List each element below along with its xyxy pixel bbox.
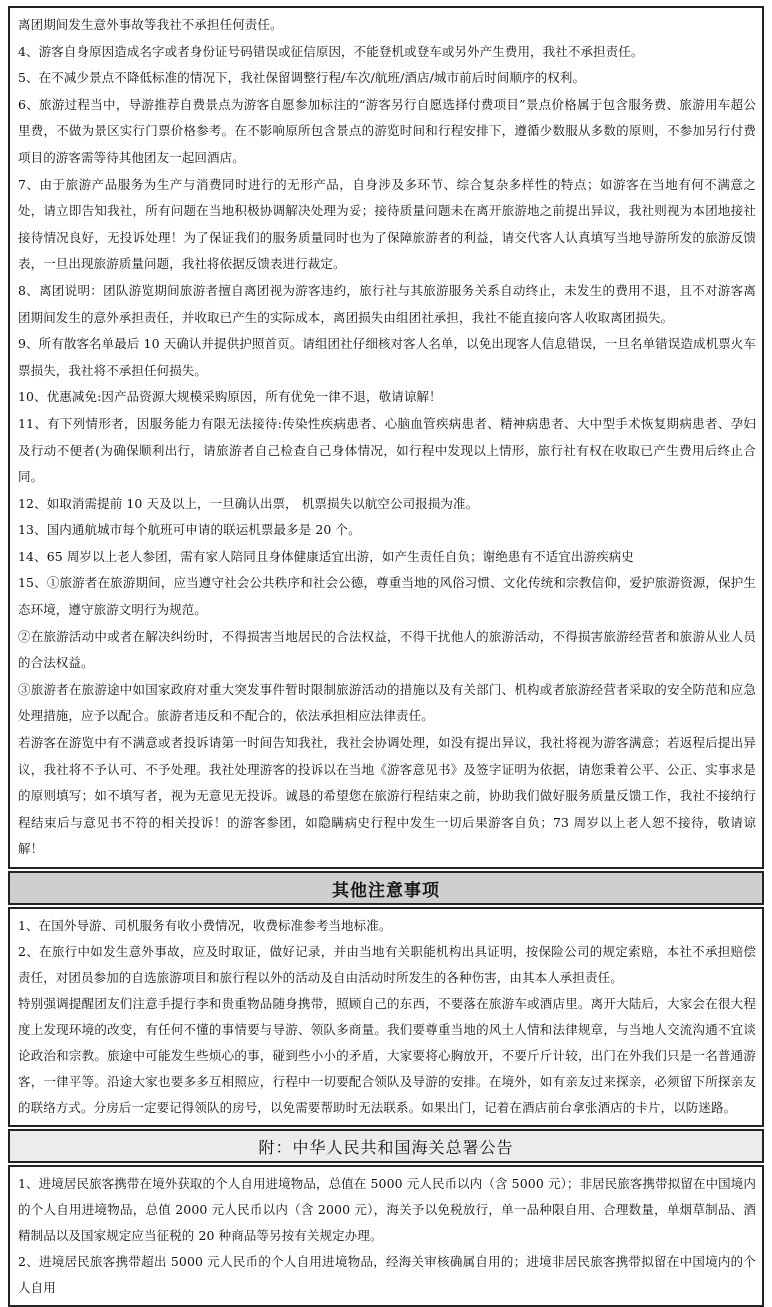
document-page: [8, 6, 764, 1307]
terms-section: [8, 6, 764, 869]
terms-paragraph: ③旅游者在旅游途中如国家政府对重大突发事件暂时限制旅游活动的措施以及有关部门、机构或者旅游经营者采取的安全防范和应急处理措施，应予以配合。旅游者违反和不配合的，依法承担相应法律责任。: [18, 681, 756, 724]
terms-paragraph: 6、旅游过程当中，导游推荐自费景点为游客自愿参加标注的“游客另行自愿选择付费项目”景点价格属于包含服务费、旅游用车超公里费，不做为景区实行门票价格参考。在不影响原所包含景点的游览时间和行程安排下，遵循少数服从多数的原则，不参加另行付费项目的游客需等待其他团友一起回酒店。: [18, 96, 756, 165]
terms-paragraph: ②在旅游活动中或者在解决纠纷时，不得损害当地居民的合法权益，不得干扰他人的旅游活动，不得损害旅游经营者和旅游从业人员的合法权益。: [18, 628, 756, 671]
customs-notice-section: [8, 1165, 764, 1307]
terms-paragraph: 11、有下列情形者，因服务能力有限无法接待:传染性疾病患者、心脑血管疾病患者、精神病患者、大中型手术恢复期病患者、孕妇及行动不便者(为确保顺利出行，请旅游者自己检查自己身体情况，如行程中发现以上情形，旅行社有权在收取已产生费用后终止合同。: [18, 415, 756, 485]
terms-paragraph: 5、在不减少景点不降低标准的情况下，我社保留调整行程/车次/航班/酒店/城市前后时间顺序的权利。: [18, 70, 586, 86]
section-header-customs-notice: 附：中华人民共和国海关总署公告: [8, 1129, 764, 1163]
customs-paragraph: 2、进境居民旅客携带超出 5000 元人民币的个人自用进境物品，经海关审核确属自用的；进境非居民旅客携带拟留在中国境内的个人自用: [18, 1254, 756, 1295]
terms-paragraph: 13、国内通航城市每个航班可申请的联运机票最多是 20 个。: [18, 522, 361, 538]
notes-paragraph: 特别强调提醒团友们注意手提行李和贵重物品随身携带，照顾自己的东西，不要落在旅游车或酒店里。离开大陆后，大家会在很大程度上发现环境的改变，有任何不懂的事情要与导游、领队多商量。我们要尊重当地的风土人情和法律规章，与当地人交流沟通不宜谈论政治和宗教。旅途中可能发生些烦心的事，碰到些小小的矛盾，大家要将心胸放开，不要斤斤计较，出门在外我们只是一名普通游客，一律平等。沿途大家也要多多互相照应，行程中一切要配合领队及导游的安排。在境外，如有亲友过来探亲，必须留下所探亲友的联络方式。分房后一定要记得领队的房号，以免需要帮助时无法联系。如果出门，记着在酒店前台拿张酒店的卡片，以防迷路。: [18, 996, 756, 1115]
terms-paragraph: 若游客在游览中有不满意或者投诉请第一时间告知我社，我社会协调处理，如没有提出异议，我社将视为游客满意；若返程后提出异议，我社将不予认可、不予处理。我社处理游客的投诉以在当地《游客意见书》及签字证明为依据，请您秉着公平、公正、实事求是的原则填写；如不填写者，视为无意见无投诉。诚恳的希望您在旅游行程结束之前，协助我们做好服务质量反馈工作，我社不接纳行程结束后与意见书不符的相关投诉！的游客参团，如隐瞒病史行程中发生一切后果游客自负；73 周岁以上老人恕不接待，敬请谅解！: [18, 735, 756, 857]
section-header-other-notes: 其他注意事项: [8, 871, 764, 905]
notes-paragraph: 2、在旅行中如发生意外事故，应及时取证，做好记录，并由当地有关职能机构出具证明，按保险公司的规定索赔，本社不承担赔偿责任，对团员参加的自选旅游项目和旅行程以外的活动及自由活动时所发生的各种伤害，由其本人承担责任。: [18, 944, 756, 985]
terms-paragraph: 离团期间发生意外事故等我社不承担任何责任。: [18, 17, 283, 32]
terms-paragraph: 4、游客自身原因造成名字或者身份证号码错误或征信原因，不能登机或登车或另外产生费用，我社不承担责任。: [18, 43, 644, 59]
other-notes-section: [8, 907, 764, 1127]
customs-paragraph: 1、进境居民旅客携带在境外获取的个人自用进境物品，总值在 5000 元人民币以内（含 5000 元）；非居民旅客携带拟留在中国境内的个人自用进境物品，总值 2000 元人民币以内（含 2000 元），海关予以免税放行，单一品种限自用、合理数量，单烟草制品、酒精制品以及国家规定应当征税的 20 种商品等另按有关规定办理。: [18, 1176, 756, 1243]
terms-paragraph: 14、65 周岁以上老人参团，需有家人陪同且身体健康适宜出游，如产生责任自负；谢绝患有不适宜出游疾病史: [18, 548, 634, 564]
terms-paragraph: 12、如取消需提前 10 天及以上，一旦确认出票， 机票损失以航空公司报损为准。: [18, 495, 479, 511]
terms-paragraph: 15、①旅游者在旅游期间，应当遵守社会公共秩序和社会公德，尊重当地的风俗习惯、文化传统和宗教信仰，爱护旅游资源，保护生态环境，遵守旅游文明行为规范。: [18, 575, 756, 618]
terms-paragraph: 7、由于旅游产品服务为生产与消费同时进行的无形产品，自身涉及多环节、综合复杂多样性的特点；如游客在当地有何不满意之处，请立即告知我社，所有问题在当地积极协调解决处理为妥；接待质量问题未在离开旅游地之前提出异议，我社则视为本团地接社接待情况良好，无投诉处理！为了保证我们的服务质量同时也为了保障旅游者的利益，请交代客人认真填写当地导游所发的旅游反馈表，一旦出现旅游质量问题，我社将依据反馈表进行裁定。: [18, 176, 756, 272]
terms-paragraph: 10、优惠减免:因产品资源大规模采购原因，所有优免一律不退，敬请谅解！: [18, 389, 442, 405]
terms-paragraph: 8、离团说明：团队游览期间旅游者擅自离团视为游客违约，旅行社与其旅游服务关系自动终止，未发生的费用不退，且不对游客离团期间发生的意外承担责任，并收取已产生的实际成本，离团损失由组团社承担，我社不能直接向客人收取离团损失。: [18, 282, 756, 325]
terms-paragraph: 9、所有散客名单最后 10 天确认并提供护照首页。请组团社仔细核对客人名单，以免出现客人信息错误，一旦名单错误造成机票火车票损失，我社将不承担任何损失。: [18, 336, 756, 378]
notes-paragraph: 1、在国外导游、司机服务有收小费情况，收费标准参考当地标准。: [18, 918, 392, 933]
